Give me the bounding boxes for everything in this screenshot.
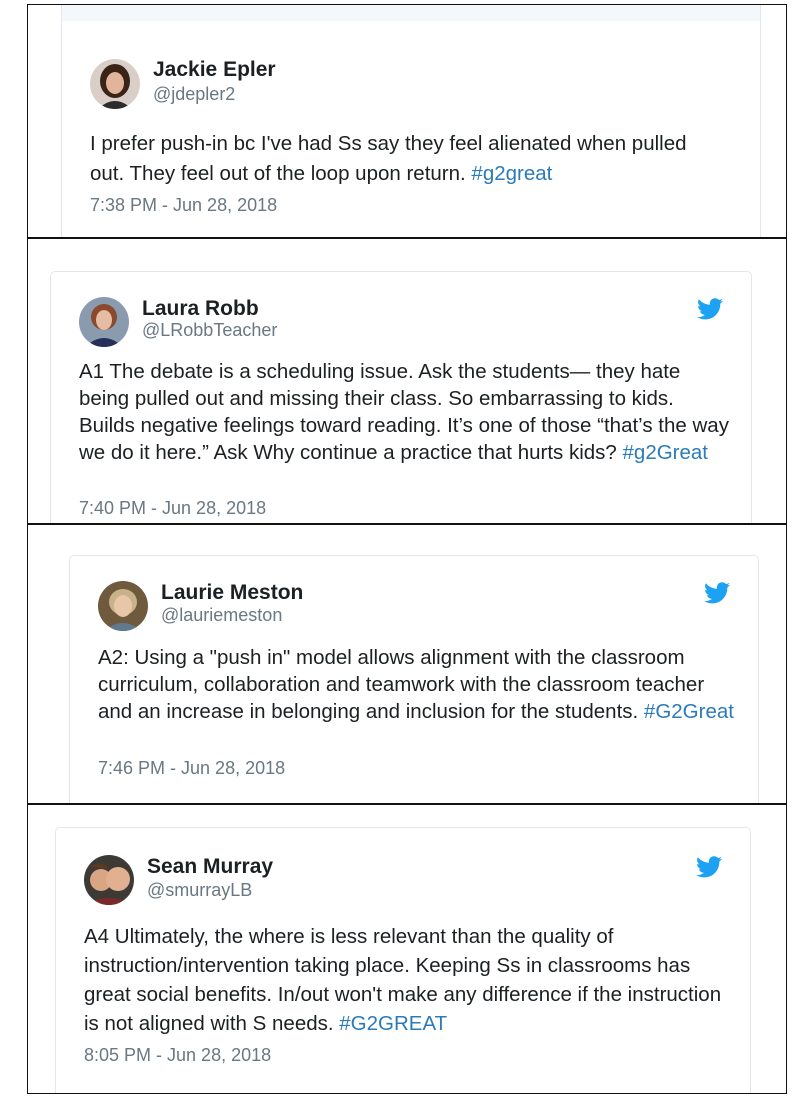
user-handle[interactable]: @smurrayLB (147, 880, 253, 900)
tweet-screenshot-1 (27, 4, 787, 238)
display-name[interactable]: Laura Robb (142, 297, 259, 320)
tweet-text (79, 358, 729, 466)
twitter-bird-icon[interactable] (697, 298, 723, 320)
tweet-card (69, 555, 759, 804)
display-name[interactable]: Laurie Meston (161, 581, 304, 604)
twitter-bird-icon[interactable] (696, 856, 722, 878)
tweet-text (98, 644, 738, 725)
avatar[interactable] (98, 581, 148, 631)
tweet-screenshot-4 (27, 804, 787, 1094)
tweet-screenshot-2 (27, 238, 787, 524)
avatar[interactable] (90, 59, 140, 109)
twitter-bird-icon[interactable] (704, 582, 730, 604)
tweet-timestamp[interactable]: 7:40 PM - Jun 28, 2018 (79, 498, 267, 518)
hashtag-link[interactable]: #G2Great (643, 700, 734, 723)
display-name[interactable]: Jackie Epler (153, 58, 276, 81)
user-handle[interactable]: @LRobbTeacher (142, 320, 278, 340)
hashtag-link[interactable]: #G2GREAT (339, 1012, 448, 1035)
user-handle[interactable]: @jdepler2 (153, 84, 236, 104)
card-top-strip (62, 4, 760, 21)
tweet-body: A1 The debate is a scheduling issue. Ask the students— they hate being pulled out and missing their class. So embarrassing to kids. Builds negative feelings toward reading. It’s one of those “that’s the way we do it here.” Ask Why continue a practice that hurts kids? (79, 360, 729, 464)
tweet-text (90, 129, 710, 189)
tweet-body: I prefer push-in bc I've had Ss say they feel alienated when pulled out. They feel out of the loop upon return. (90, 132, 687, 185)
tweet-card (50, 271, 752, 524)
avatar[interactable] (79, 297, 129, 347)
tweet-body: A4 Ultimately, the where is less relevant than the quality of instruction/intervention taking place. Keeping Ss in classrooms has great social benefits. In/out won't make any difference if the instruction is not aligned with S needs. (84, 925, 722, 1035)
hashtag-link[interactable]: #g2Great (622, 441, 709, 464)
tweet-timestamp[interactable]: 8:05 PM - Jun 28, 2018 (84, 1045, 272, 1065)
user-handle[interactable]: @lauriemeston (161, 605, 283, 625)
tweet-card (61, 4, 761, 238)
hashtag-link[interactable]: #g2great (471, 162, 553, 185)
tweet-timestamp[interactable]: 7:46 PM - Jun 28, 2018 (98, 758, 286, 778)
tweet-timestamp[interactable]: 7:38 PM - Jun 28, 2018 (90, 195, 278, 215)
tweet-body: A2: Using a "push in" model allows alignment with the classroom curriculum, collaboration and teamwork with the classroom teacher and an increase in belonging and inclusion for the students. (98, 646, 705, 723)
avatar[interactable] (84, 855, 134, 905)
tweet-card (55, 827, 751, 1094)
display-name[interactable]: Sean Murray (147, 855, 274, 878)
tweet-screenshot-3 (27, 524, 787, 804)
tweet-text (84, 922, 730, 1038)
